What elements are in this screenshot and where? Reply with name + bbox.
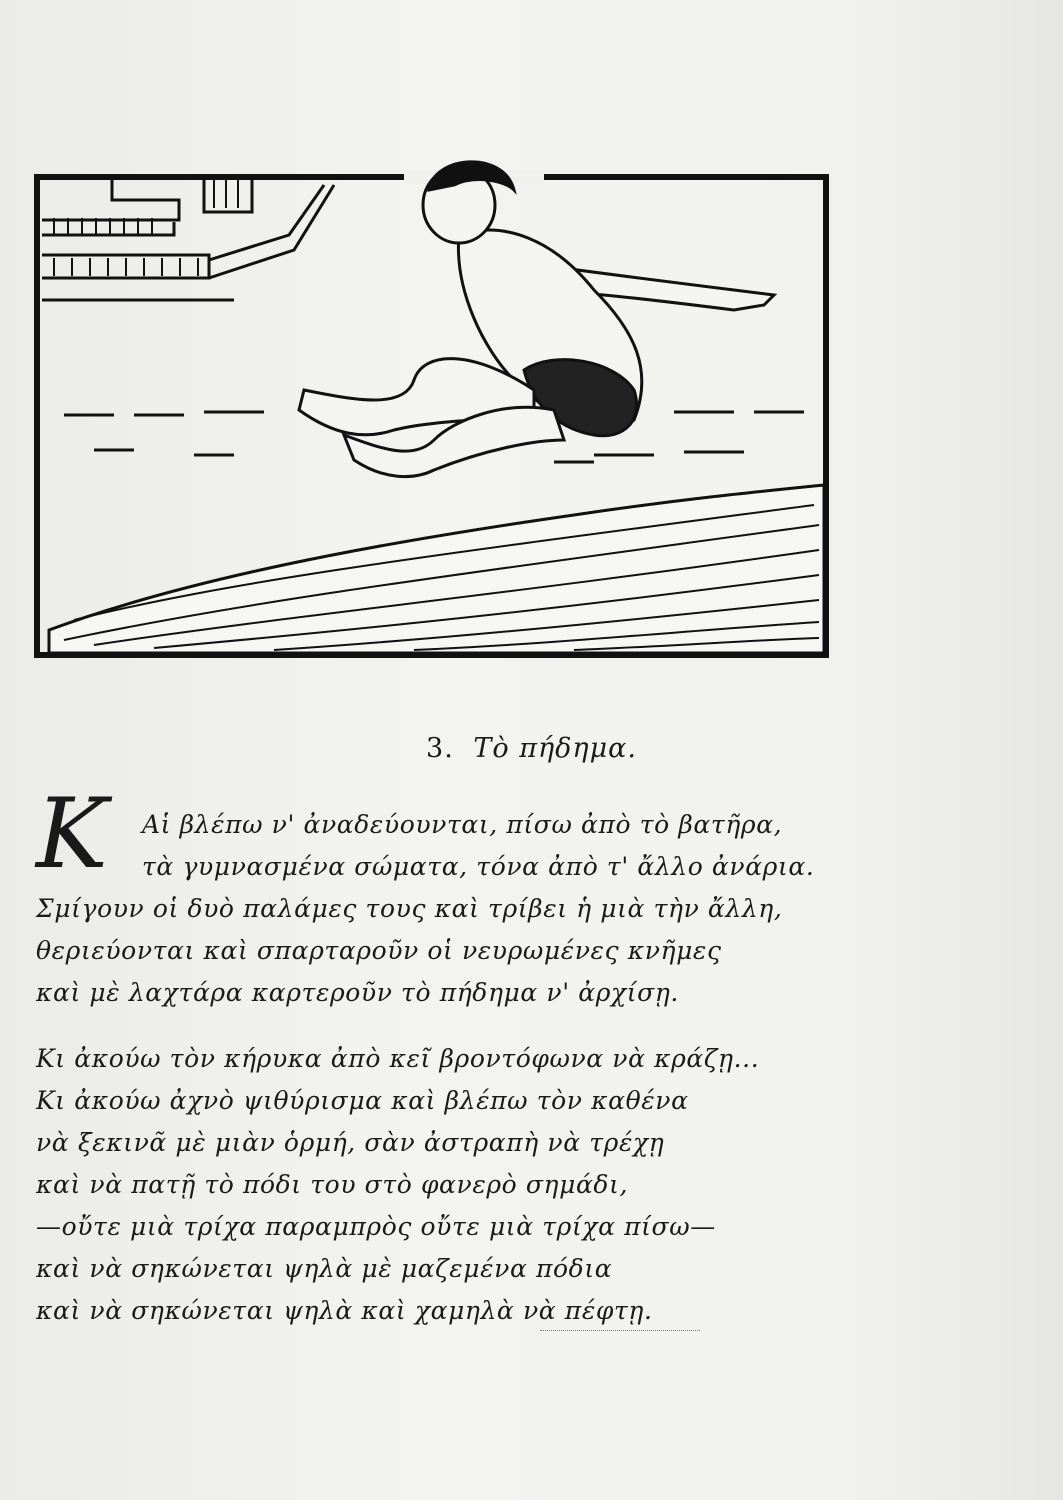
poem-line: Αἱ βλέπω ν' ἀναδεύουνται, πίσω ἀπὸ τὸ βατῆρα, <box>142 810 783 839</box>
poem-line: νὰ ξεκινᾶ μὲ μιὰν ὁρμή, σὰν ἀστραπὴ νὰ τρέχῃ <box>36 1128 665 1157</box>
poem-line: —οὔτε μιὰ τρίχα παραμπρὸς οὔτε μιὰ τρίχα πίσω— <box>36 1212 716 1241</box>
poem-line: Κι ἀκούω ἀχνὸ ψιθύρισμα καὶ βλέπω τὸν καθένα <box>36 1086 689 1115</box>
section-heading <box>0 733 1063 764</box>
section-number: 3. <box>426 733 454 764</box>
poem-line: καὶ μὲ λαχτάρα καρτεροῦν τὸ πήδημα ν' ἀρχίσῃ. <box>36 978 679 1007</box>
poem-line: καὶ νὰ σηκώνεται ψηλὰ μὲ μαζεμένα πόδια <box>36 1254 613 1283</box>
poem-line: τὰ γυμνασμένα σώματα, τόνα ἀπὸ τ' ἄλλο ἀνάρια. <box>142 852 815 881</box>
section-title: Τὸ πήδημα. <box>473 733 637 764</box>
poem-line: καὶ νὰ πατῇ τὸ πόδι του στὸ φανερὸ σημάδι, <box>36 1170 629 1199</box>
poem-line: Κι ἀκούω τὸν κήρυκα ἀπὸ κεῖ βροντόφωνα νὰ κράζῃ... <box>36 1044 760 1073</box>
drop-capital: Κ <box>36 778 108 890</box>
long-jump-illustration <box>34 150 830 660</box>
poem-line: Σμίγουν οἱ δυὸ παλάμες τους καὶ τρίβει ἡ μιὰ τὴν ἄλλη, <box>36 894 783 923</box>
poem-line: θεριεύονται καὶ σπαρταροῦν οἱ νευρωμένες κνῆμες <box>36 936 722 965</box>
end-rule <box>540 1330 700 1332</box>
poem-line: καὶ νὰ σηκώνεται ψηλὰ καὶ χαμηλὰ νὰ πέφτῃ. <box>36 1296 653 1325</box>
